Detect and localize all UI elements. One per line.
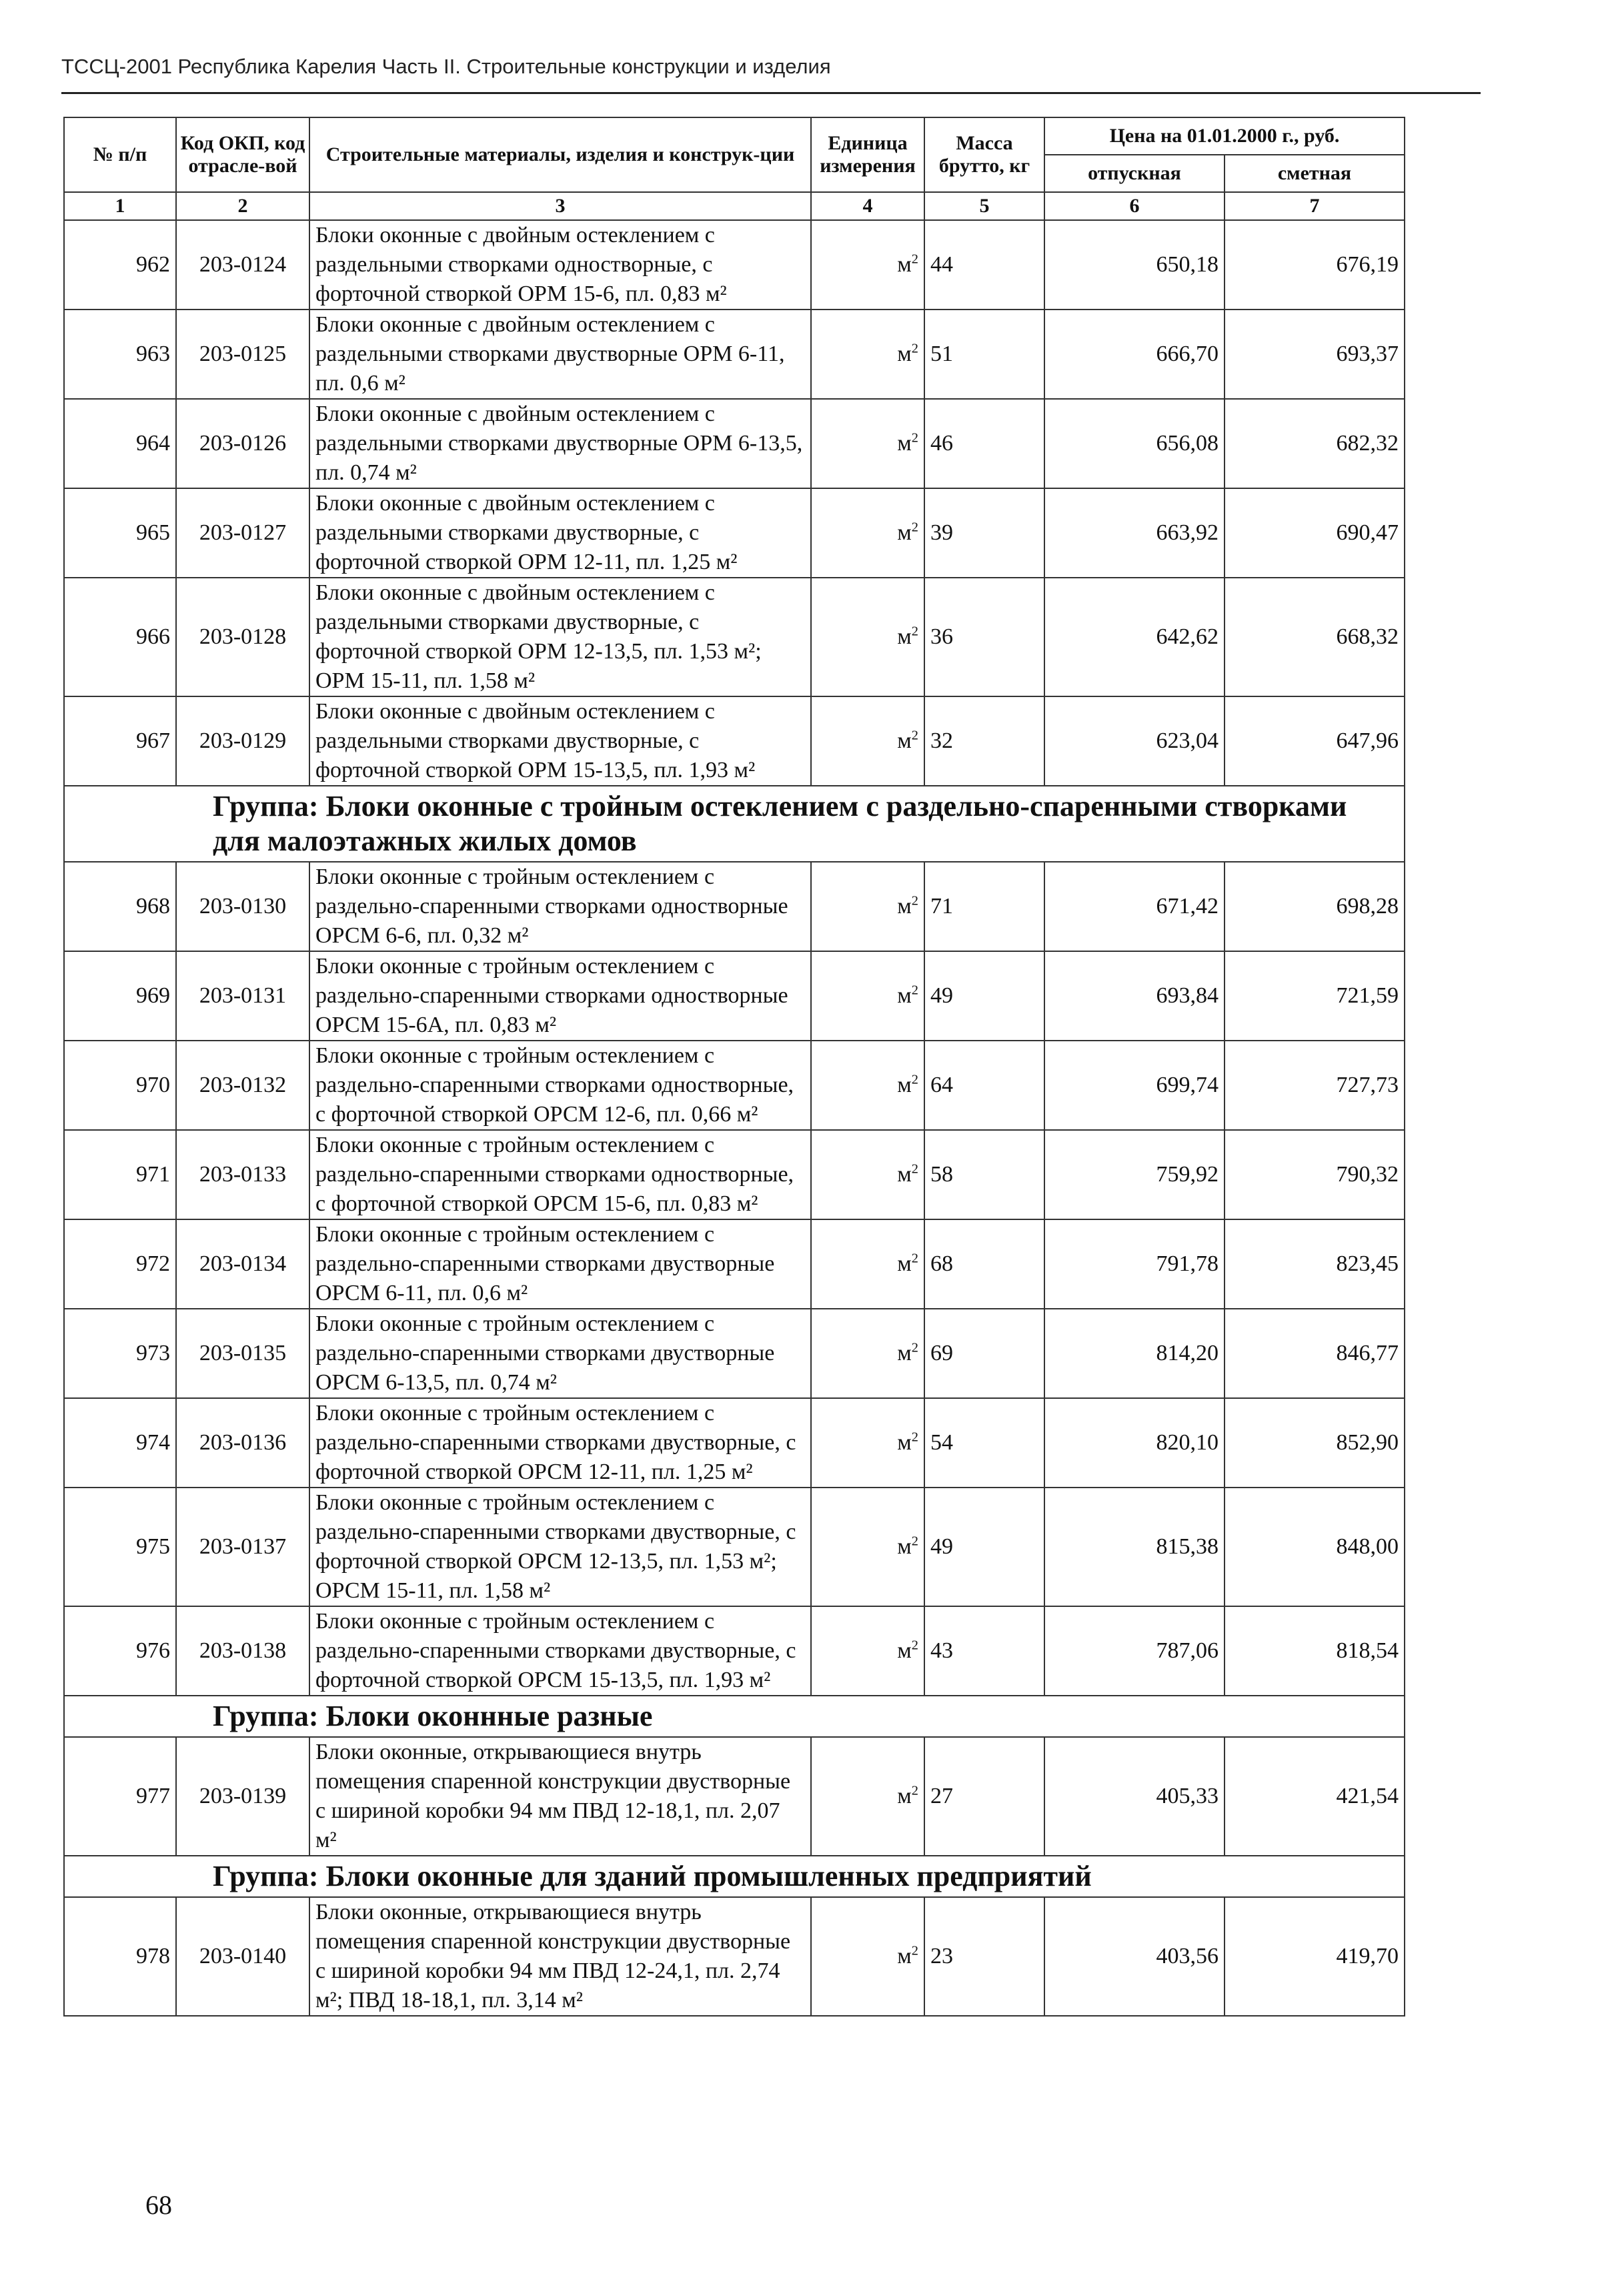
table-row	[64, 1606, 1405, 1696]
unit-exponent: 2	[911, 520, 918, 535]
col-header-code: Код ОКП, код отрасле-вой	[176, 117, 309, 192]
row-unit: $м^2$	[811, 1309, 924, 1398]
row-price-estimate: 682,32	[1225, 399, 1405, 488]
row-unit: $м^2$	[811, 578, 924, 696]
group-heading-row	[64, 786, 1405, 862]
col-header-material: Строительные материалы, изделия и конструк-ции	[309, 117, 811, 192]
col-header-price-group: Цена на 01.01.2000 г., руб.	[1044, 117, 1405, 155]
row-unit: $м^2$	[811, 1897, 924, 2016]
row-price-release: 787,06	[1044, 1606, 1225, 1696]
row-code: 203-0129	[176, 696, 309, 786]
col-header-num: № п/п	[64, 117, 176, 192]
group-heading: Группа: Блоки оконные для зданий промышленных предприятий	[64, 1856, 1405, 1897]
row-number: 978	[64, 1897, 176, 2016]
row-code: 203-0124	[176, 220, 309, 310]
row-code: 203-0125	[176, 310, 309, 399]
col-number: 1	[64, 192, 176, 220]
row-code: 203-0140	[176, 1897, 309, 2016]
row-price-estimate: 421,54	[1225, 1737, 1405, 1856]
unit-exponent: 2	[911, 1534, 918, 1549]
table-row	[64, 1130, 1405, 1219]
unit-exponent: 2	[911, 1429, 918, 1445]
unit-exponent: 2	[911, 1943, 918, 1958]
row-price-release: 405,33	[1044, 1737, 1225, 1856]
row-description: Блоки оконные, открывающиеся внутрь помещения спаренной конструкции двустворные с шириной коробки 94 мм ПВД 12-18,1, пл. 2,07 м²	[309, 1737, 811, 1856]
row-price-release: 403,56	[1044, 1897, 1225, 2016]
row-price-release: 814,20	[1044, 1309, 1225, 1398]
row-number: 972	[64, 1219, 176, 1309]
col-header-price-release: отпускная	[1044, 155, 1225, 192]
unit-exponent: 2	[911, 1638, 918, 1653]
row-code: 203-0126	[176, 399, 309, 488]
row-description: Блоки оконные с тройным остеклением с раздельно-спаренными створками двустворные ОРСМ 6-13,5, пл. 0,74 м²	[309, 1309, 811, 1398]
row-price-estimate: 693,37	[1225, 310, 1405, 399]
table-row	[64, 578, 1405, 696]
row-price-release: 671,42	[1044, 862, 1225, 951]
row-mass: 43	[924, 1606, 1044, 1696]
price-table	[63, 117, 1405, 2017]
row-price-estimate: 419,70	[1225, 1897, 1405, 2016]
row-number: 977	[64, 1737, 176, 1856]
col-number: 5	[924, 192, 1044, 220]
row-unit: $м^2$	[811, 310, 924, 399]
row-mass: 46	[924, 399, 1044, 488]
row-price-release: 650,18	[1044, 220, 1225, 310]
row-description: Блоки оконные с тройным остеклением с раздельно-спаренными створками одностворные, с форточной створкой ОРСМ 12-6, пл. 0,66 м²	[309, 1041, 811, 1130]
row-code: 203-0134	[176, 1219, 309, 1309]
header-rule	[61, 92, 1481, 94]
row-unit: $м^2$	[811, 951, 924, 1041]
row-price-estimate: 846,77	[1225, 1309, 1405, 1398]
row-unit: $м^2$	[811, 399, 924, 488]
row-mass: 36	[924, 578, 1044, 696]
table-row	[64, 1309, 1405, 1398]
row-code: 203-0136	[176, 1398, 309, 1488]
row-price-estimate: 852,90	[1225, 1398, 1405, 1488]
row-code: 203-0127	[176, 488, 309, 578]
row-price-release: 693,84	[1044, 951, 1225, 1041]
row-price-release: 759,92	[1044, 1130, 1225, 1219]
row-code: 203-0137	[176, 1488, 309, 1606]
running-header: ТССЦ-2001 Республика Карелия Часть II. Строительные конструкции и изделия	[61, 55, 831, 78]
col-number: 2	[176, 192, 309, 220]
row-description: Блоки оконные с двойным остеклением с раздельными створками двустворные, с форточной створкой ОРМ 15-13,5, пл. 1,93 м²	[309, 696, 811, 786]
row-mass: 69	[924, 1309, 1044, 1398]
row-number: 973	[64, 1309, 176, 1398]
row-description: Блоки оконные с тройным остеклением с раздельно-спаренными створками одностворные ОРСМ 6-6, пл. 0,32 м²	[309, 862, 811, 951]
row-price-release: 815,38	[1044, 1488, 1225, 1606]
row-price-release: 791,78	[1044, 1219, 1225, 1309]
row-code: 203-0130	[176, 862, 309, 951]
row-unit: $м^2$	[811, 1041, 924, 1130]
row-code: 203-0128	[176, 578, 309, 696]
row-description: Блоки оконные с тройным остеклением с раздельно-спаренными створками одностворные ОРСМ 15-6А, пл. 0,83 м²	[309, 951, 811, 1041]
row-description: Блоки оконные с тройным остеклением с раздельно-спаренными створками двустворные, с форточной створкой ОРСМ 12-11, пл. 1,25 м²	[309, 1398, 811, 1488]
row-price-estimate: 698,28	[1225, 862, 1405, 951]
row-mass: 68	[924, 1219, 1044, 1309]
table-row	[64, 696, 1405, 786]
row-code: 203-0133	[176, 1130, 309, 1219]
row-mass: 51	[924, 310, 1044, 399]
table-row	[64, 1219, 1405, 1309]
row-mass: 49	[924, 951, 1044, 1041]
row-number: 966	[64, 578, 176, 696]
row-unit: $м^2$	[811, 1398, 924, 1488]
row-number: 975	[64, 1488, 176, 1606]
row-price-estimate: 727,73	[1225, 1041, 1405, 1130]
row-mass: 71	[924, 862, 1044, 951]
row-number: 963	[64, 310, 176, 399]
group-heading-row	[64, 1856, 1405, 1897]
row-price-estimate: 647,96	[1225, 696, 1405, 786]
page-number: 68	[145, 2190, 172, 2220]
row-number: 968	[64, 862, 176, 951]
unit-exponent: 2	[911, 728, 918, 743]
unit-exponent: 2	[911, 1072, 918, 1087]
table-row	[64, 310, 1405, 399]
row-description: Блоки оконные с тройным остеклением с раздельно-спаренными створками двустворные, с форточной створкой ОРСМ 15-13,5, пл. 1,93 м²	[309, 1606, 811, 1696]
row-unit: $м^2$	[811, 1606, 924, 1696]
row-number: 967	[64, 696, 176, 786]
row-number: 965	[64, 488, 176, 578]
unit-exponent: 2	[911, 1783, 918, 1798]
row-unit: $м^2$	[811, 1488, 924, 1606]
row-code: 203-0131	[176, 951, 309, 1041]
table-body	[64, 220, 1405, 2016]
row-mass: 58	[924, 1130, 1044, 1219]
unit-exponent: 2	[911, 341, 918, 356]
table-row	[64, 1041, 1405, 1130]
row-price-release: 656,08	[1044, 399, 1225, 488]
row-mass: 39	[924, 488, 1044, 578]
row-price-release: 699,74	[1044, 1041, 1225, 1130]
row-mass: 27	[924, 1737, 1044, 1856]
row-unit: $м^2$	[811, 1737, 924, 1856]
row-price-release: 642,62	[1044, 578, 1225, 696]
table-row	[64, 951, 1405, 1041]
unit-exponent: 2	[911, 983, 918, 998]
table-row	[64, 862, 1405, 951]
unit-exponent: 2	[911, 1340, 918, 1355]
row-code: 203-0132	[176, 1041, 309, 1130]
col-number: 3	[309, 192, 811, 220]
row-mass: 64	[924, 1041, 1044, 1130]
col-header-mass: Масса брутто, кг	[924, 117, 1044, 192]
row-number: 976	[64, 1606, 176, 1696]
row-code: 203-0139	[176, 1737, 309, 1856]
row-mass: 32	[924, 696, 1044, 786]
unit-exponent: 2	[911, 430, 918, 446]
table-row	[64, 1398, 1405, 1488]
row-unit: $м^2$	[811, 696, 924, 786]
table-row	[64, 1897, 1405, 2016]
row-price-release: 666,70	[1044, 310, 1225, 399]
row-unit: $м^2$	[811, 1219, 924, 1309]
row-price-estimate: 790,32	[1225, 1130, 1405, 1219]
table-row	[64, 1488, 1405, 1606]
row-description: Блоки оконные с двойным остеклением с раздельными створками одностворные, с форточной створкой ОРМ 15-6, пл. 0,83 м²	[309, 220, 811, 310]
table-row	[64, 220, 1405, 310]
unit-exponent: 2	[911, 893, 918, 909]
group-heading: Группа: Блоки оконнные разные	[64, 1696, 1405, 1737]
row-unit: $м^2$	[811, 1130, 924, 1219]
row-number: 974	[64, 1398, 176, 1488]
row-price-estimate: 823,45	[1225, 1219, 1405, 1309]
col-header-price-estimate: сметная	[1225, 155, 1405, 192]
col-number: 4	[811, 192, 924, 220]
row-price-release: 820,10	[1044, 1398, 1225, 1488]
table-row	[64, 399, 1405, 488]
row-code: 203-0138	[176, 1606, 309, 1696]
col-number: 6	[1044, 192, 1225, 220]
row-number: 969	[64, 951, 176, 1041]
row-mass: 44	[924, 220, 1044, 310]
row-price-release: 663,92	[1044, 488, 1225, 578]
row-price-release: 623,04	[1044, 696, 1225, 786]
row-description: Блоки оконные с тройным остеклением с раздельно-спаренными створками одностворные, с форточной створкой ОРСМ 15-6, пл. 0,83 м²	[309, 1130, 811, 1219]
row-mass: 49	[924, 1488, 1044, 1606]
row-price-estimate: 668,32	[1225, 578, 1405, 696]
row-description: Блоки оконные с двойным остеклением с раздельными створками двустворные, с форточной створкой ОРМ 12-13,5, пл. 1,53 м²; ОРМ 15-11, пл. 1,58 м²	[309, 578, 811, 696]
row-description: Блоки оконные с двойным остеклением с раздельными створками двустворные ОРМ 6-13,5, пл. 0,74 м²	[309, 399, 811, 488]
row-number: 971	[64, 1130, 176, 1219]
row-price-estimate: 818,54	[1225, 1606, 1405, 1696]
row-price-estimate: 690,47	[1225, 488, 1405, 578]
row-code: 203-0135	[176, 1309, 309, 1398]
row-description: Блоки оконные с двойным остеклением с раздельными створками двустворные ОРМ 6-11, пл. 0,6 м²	[309, 310, 811, 399]
row-number: 962	[64, 220, 176, 310]
group-heading-row	[64, 1696, 1405, 1737]
row-unit: $м^2$	[811, 488, 924, 578]
row-mass: 54	[924, 1398, 1044, 1488]
row-number: 970	[64, 1041, 176, 1130]
unit-exponent: 2	[911, 1161, 918, 1177]
row-description: Блоки оконные с тройным остеклением с раздельно-спаренными створками двустворные, с форточной створкой ОРСМ 12-13,5, пл. 1,53 м²; ОРСМ 15-11, пл. 1,58 м²	[309, 1488, 811, 1606]
unit-exponent: 2	[911, 624, 918, 639]
row-price-estimate: 676,19	[1225, 220, 1405, 310]
row-number: 964	[64, 399, 176, 488]
row-description: Блоки оконные с двойным остеклением с раздельными створками двустворные, с форточной створкой ОРМ 12-11, пл. 1,25 м²	[309, 488, 811, 578]
group-heading: Группа: Блоки оконные с тройным остеклением с раздельно-спаренными створками для малоэтажных жилых домов	[64, 786, 1405, 862]
row-unit: $м^2$	[811, 862, 924, 951]
unit-exponent: 2	[911, 251, 918, 267]
table-row	[64, 488, 1405, 578]
row-price-estimate: 721,59	[1225, 951, 1405, 1041]
row-description: Блоки оконные, открывающиеся внутрь помещения спаренной конструкции двустворные с шириной коробки 94 мм ПВД 12-24,1, пл. 2,74 м²; ПВД 18-18,1, пл. 3,14 м²	[309, 1897, 811, 2016]
row-price-estimate: 848,00	[1225, 1488, 1405, 1606]
col-header-unit: Единица измерения	[811, 117, 924, 192]
col-number: 7	[1225, 192, 1405, 220]
table-row	[64, 1737, 1405, 1856]
row-unit: $м^2$	[811, 220, 924, 310]
unit-exponent: 2	[911, 1251, 918, 1266]
row-description: Блоки оконные с тройным остеклением с раздельно-спаренными створками двустворные ОРСМ 6-11, пл. 0,6 м²	[309, 1219, 811, 1309]
row-mass: 23	[924, 1897, 1044, 2016]
